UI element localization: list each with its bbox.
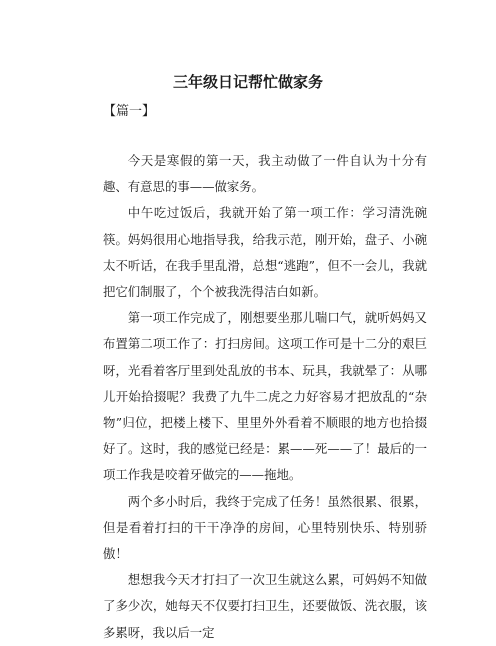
paragraph: 第一项工作完成了，刚想要坐那儿喘口气，就听妈妈又布置第二项工作了：打扫房间。这项工作可是十二分的艰巨呀，光看着客厅里到处乱放的书本、玩具，我就晕了：从哪儿开始拾掇呢？我费了九牛二虎之力好容易才把放乱的“杂物”归位，把楼上楼下、里里外外看着不顺眼的地方也拾掇好了。这时，我的感觉已经是：累——死——了！最后的一项工作我是咬着牙做完的——拖地。: [103, 310, 427, 483]
paragraph: 今天是寒假的第一天，我主动做了一件自认为十分有趣、有意思的事——做家务。: [103, 153, 427, 195]
paragraph: 中午吃过饭后，我就开始了第一项工作：学习清洗碗筷。妈妈很用心地指导我，给我示范，刚开始，盘子、小碗太不听话，在我手里乱滑，总想“逃跑”，但不一会儿，我就把它们制服了，个个被我洗得洁白如新。: [103, 205, 427, 300]
document-body: [103, 148, 427, 646]
paragraph: 两个多小时后，我终于完成了任务！虽然很累、很累，但是看着打扫的干干净净的房间，心里特别快乐、特别骄傲！: [103, 493, 427, 562]
document-title: 三年级日记帮忙做家务: [172, 73, 323, 91]
section-label: 【篇一】: [103, 104, 156, 119]
paragraph: 想想我今天才打扫了一次卫生就这么累，可妈妈不知做了多少次，她每天不仅要打扫卫生，还要做饭、洗衣服，该多累呀，我以后一定: [103, 572, 427, 640]
